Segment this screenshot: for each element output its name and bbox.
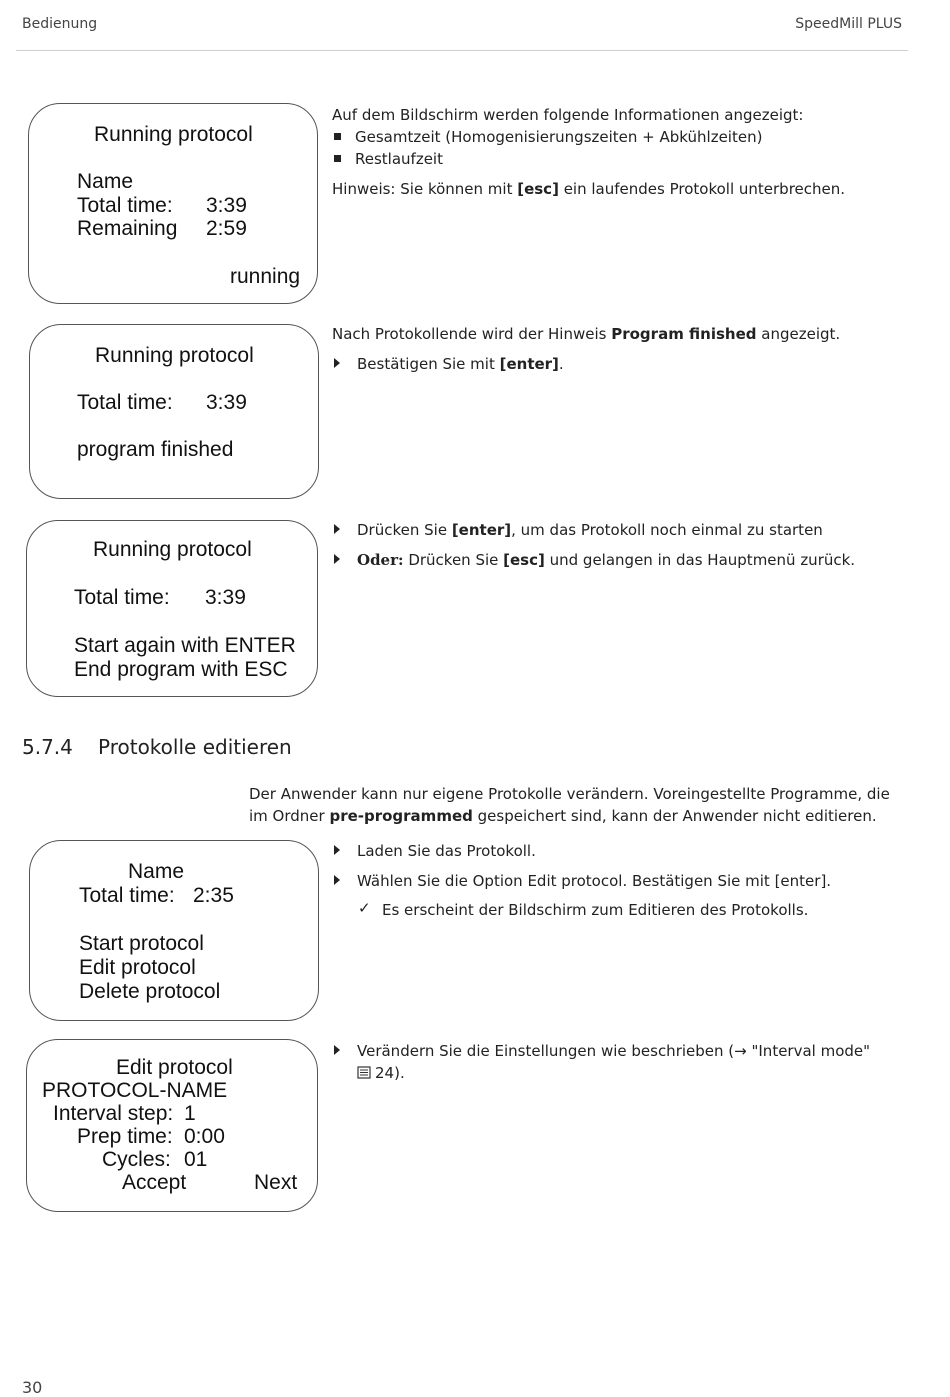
section-heading xyxy=(22,735,292,759)
display-total-label: Total time: xyxy=(77,194,173,217)
edit-restriction-line xyxy=(249,805,877,827)
display-option-line: End program with ESC xyxy=(74,658,288,681)
display-running-protocol xyxy=(28,103,318,304)
restart-step-prefix: Drücken Sie xyxy=(357,521,452,539)
esc-hint-suffix: ein laufendes Protokoll unterbrechen. xyxy=(558,180,846,198)
edit-screen-result: Es erscheint der Bildschirm zum Editieren des Protokolls. xyxy=(382,901,809,919)
header-divider xyxy=(16,50,908,51)
confirm-step-suffix: . xyxy=(558,355,564,373)
step-arrow-icon xyxy=(334,524,340,534)
header-product-name: SpeedMill PLUS xyxy=(795,16,902,32)
load-step: Laden Sie das Protokoll. xyxy=(357,842,536,860)
display-name-label: Name xyxy=(77,170,134,193)
display-title: Running protocol xyxy=(94,123,253,146)
confirm-step-prefix: Bestätigen Sie mit xyxy=(357,355,500,373)
page-reference[interactable] xyxy=(357,1062,405,1084)
display-accept-option: Accept xyxy=(122,1171,187,1194)
cross-reference-arrow-icon: → xyxy=(734,1042,747,1060)
edit-restriction-suffix: gespeichert sind, kann der Anwender nicht editieren. xyxy=(472,807,877,825)
display-protocol-name: PROTOCOL-NAME xyxy=(42,1079,228,1102)
square-bullet-icon xyxy=(334,133,341,140)
display-prep-label: Prep time: xyxy=(77,1125,173,1148)
interval-mode-reference: "Interval mode" xyxy=(746,1042,871,1060)
display-title: Running protocol xyxy=(93,538,252,561)
step-arrow-icon xyxy=(334,554,340,564)
display-total-value: 2:35 xyxy=(193,884,234,907)
display-total-value: 3:39 xyxy=(206,391,247,414)
checkmark-icon: ✓ xyxy=(358,899,371,917)
finished-note-prefix: Nach Protokollende wird der Hinweis xyxy=(332,325,612,343)
edit-restriction-prefix: im Ordner xyxy=(249,807,330,825)
esc-key-label: [esc] xyxy=(517,180,559,198)
display-prep-value: 0:00 xyxy=(184,1125,225,1148)
header-section-label: Bedienung xyxy=(22,16,98,32)
page-reference-suffix: ). xyxy=(394,1064,405,1082)
finished-note xyxy=(332,323,840,345)
display-menu-start: Start protocol xyxy=(79,932,204,955)
display-program-finished xyxy=(29,324,319,499)
display-total-value: 3:39 xyxy=(206,194,247,217)
screen-info-intro: Auf dem Bildschirm werden folgende Informationen angezeigt: xyxy=(332,106,804,124)
enter-key-label: [enter] xyxy=(451,521,512,539)
display-option-line: Start again with ENTER xyxy=(74,634,296,657)
display-status: running xyxy=(230,265,301,288)
page-number: 30 xyxy=(22,1378,43,1397)
restart-step-suffix: , um das Protokoll noch einmal zu starten xyxy=(511,521,823,539)
section-title: Protokolle editieren xyxy=(98,735,292,759)
square-bullet-icon xyxy=(334,155,341,162)
change-settings-prefix: Verändern Sie die Einstellungen wie beschrieben ( xyxy=(357,1042,735,1060)
main-menu-step-prefix: Drücken Sie xyxy=(403,551,504,569)
edit-restriction-line: Der Anwender kann nur eigene Protokolle verändern. Voreingestellte Programme, die xyxy=(249,785,890,803)
display-name-label: Name xyxy=(128,860,185,883)
step-arrow-icon xyxy=(334,1045,340,1055)
step-arrow-icon xyxy=(334,845,340,855)
esc-hint xyxy=(332,178,845,200)
display-total-label: Total time: xyxy=(77,391,173,414)
display-interval-value: 1 xyxy=(184,1102,196,1125)
info-bullet xyxy=(334,126,762,148)
display-total-value: 3:39 xyxy=(205,586,246,609)
display-remaining-label: Remaining xyxy=(77,217,178,240)
display-cycles-value: 01 xyxy=(184,1148,208,1171)
esc-key-label: [esc] xyxy=(503,551,545,569)
select-edit-step: Wählen Sie die Option Edit protocol. Bestätigen Sie mit [enter]. xyxy=(357,872,832,890)
display-next-option: Next xyxy=(254,1171,298,1194)
or-label: Oder: xyxy=(357,551,404,569)
page-icon xyxy=(357,1066,371,1079)
display-menu-delete: Delete protocol xyxy=(79,980,221,1003)
restart-step xyxy=(357,519,823,541)
display-total-label: Total time: xyxy=(74,586,170,609)
main-menu-step-suffix: und gelangen in das Hauptmenü zurück. xyxy=(544,551,856,569)
main-menu-step xyxy=(357,549,855,571)
display-cycles-label: Cycles: xyxy=(102,1148,171,1171)
display-status: program finished xyxy=(77,438,234,461)
display-title: Edit protocol xyxy=(116,1056,233,1079)
display-menu-edit: Edit protocol xyxy=(79,956,196,979)
esc-hint-prefix: Hinweis: Sie können mit xyxy=(332,180,518,198)
section-number: 5.7.4 xyxy=(22,735,73,759)
display-edit-protocol xyxy=(26,1039,318,1212)
display-total-label: Total time: xyxy=(79,884,175,907)
step-arrow-icon xyxy=(334,875,340,885)
change-settings-step xyxy=(357,1040,870,1062)
page-reference-number: 24 xyxy=(375,1064,395,1082)
display-interval-label: Interval step: xyxy=(53,1102,174,1125)
display-restart-options xyxy=(26,520,318,697)
step-arrow-icon xyxy=(334,358,340,368)
info-bullet xyxy=(334,148,443,170)
pre-programmed-folder-label: pre-programmed xyxy=(329,807,473,825)
finished-note-bold: Program finished xyxy=(611,325,757,343)
confirm-step xyxy=(357,353,564,375)
info-bullet-text: Restlaufzeit xyxy=(355,150,443,168)
display-protocol-menu xyxy=(29,840,319,1021)
display-remaining-value: 2:59 xyxy=(206,217,247,240)
info-bullet-text: Gesamtzeit (Homogenisierungszeiten + Abkühlzeiten) xyxy=(355,128,763,146)
finished-note-suffix: angezeigt. xyxy=(756,325,841,343)
display-title: Running protocol xyxy=(95,344,254,367)
enter-key-label: [enter] xyxy=(499,355,559,373)
